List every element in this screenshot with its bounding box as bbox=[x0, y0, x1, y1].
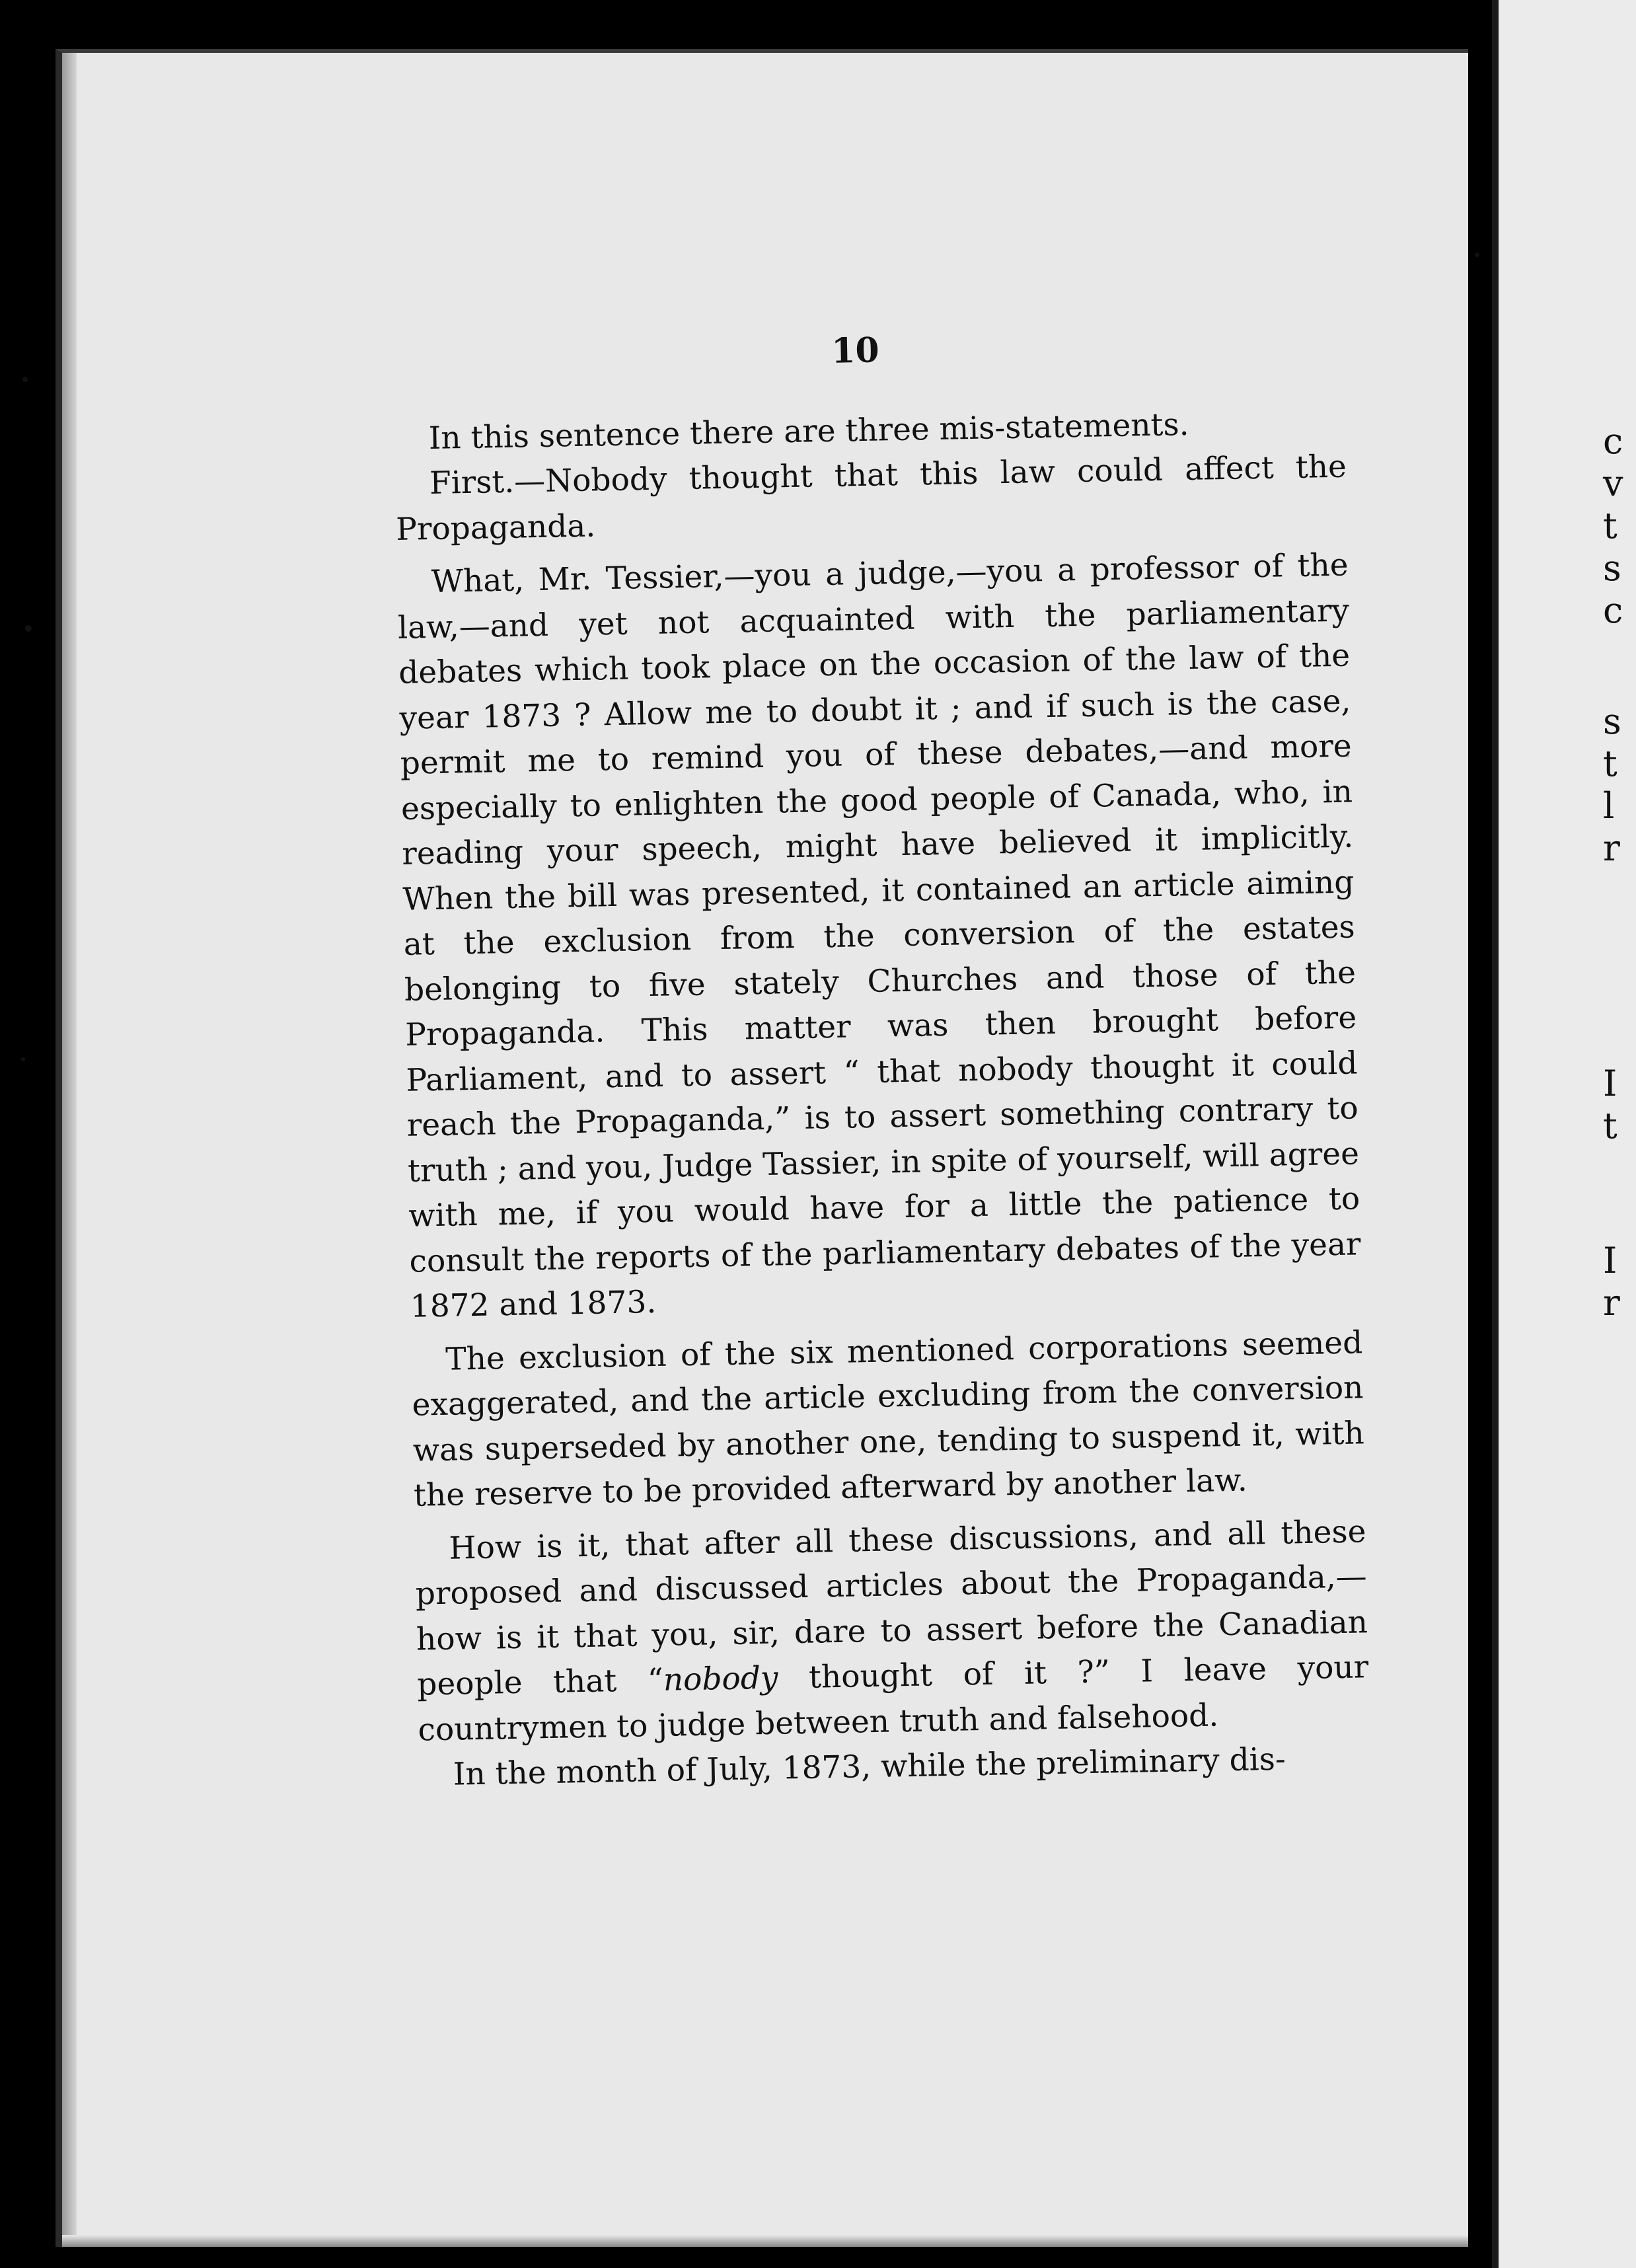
paragraph: In this sentence there are three mis-statements. bbox=[428, 406, 1189, 457]
facing-letter: I bbox=[1603, 1063, 1617, 1104]
facing-letter: t bbox=[1603, 505, 1617, 547]
paragraph: What, Mr. Tessier,—you a judge,—you a professor of the law,—and yet not acquainted with the parliamentary debates which took place on the occasion of the law of the year 1873 ? Allow me to doubt it ; and if such is the case, permit me to remind you of these debates,—and more especially to enlighten the good people of Canada, who, in reading your speech, might have believed it implicitly. When the bill was presented, it contained an article aiming at the exclusion from the conversion of the estates belonging to five stately Churches and those of the Propaganda. This matter was then brought before Parliament, and to assert “ that nobody thought it could reach the Propaganda,” is to assert something contrary to truth ; and you, Judge Tassier, in spite of yourself, will agree with me, if you would have for a little the patience to consult the reports of the parliamentary debates of the year 1872 and 1873. bbox=[397, 547, 1361, 1325]
facing-page-edge bbox=[1492, 0, 1636, 2268]
speck bbox=[25, 625, 32, 632]
facing-letter: r bbox=[1603, 827, 1620, 869]
facing-letter: t bbox=[1603, 743, 1617, 784]
facing-letter: I bbox=[1603, 1240, 1617, 1281]
speck bbox=[22, 377, 28, 382]
facing-letter: s bbox=[1603, 547, 1621, 589]
page-gutter-shadow bbox=[62, 53, 77, 2247]
paragraph: In the month of July, 1873, while the preliminary dis- bbox=[453, 1741, 1286, 1793]
paragraph-text: thought of it ?” I leave your countrymen to judge between truth and falsehood. bbox=[418, 1649, 1369, 1749]
speck bbox=[21, 1057, 25, 1061]
facing-letter: s bbox=[1603, 700, 1621, 742]
facing-letter: t bbox=[1603, 1105, 1617, 1147]
facing-letter: v bbox=[1603, 463, 1623, 504]
emphasis-text: nobody bbox=[663, 1659, 778, 1698]
facing-page-text-fragments bbox=[1598, 0, 1636, 2268]
speck bbox=[1475, 252, 1479, 257]
page-number: 10 bbox=[831, 330, 880, 371]
paragraph: First.—Nobody thought that this law could affect the Propaganda. bbox=[395, 448, 1347, 548]
facing-letter: r bbox=[1603, 1282, 1620, 1324]
facing-letter: c bbox=[1603, 420, 1623, 462]
paragraph bbox=[414, 1509, 1370, 1753]
page-text bbox=[392, 320, 1370, 1799]
paragraph-text: How is it, that after all these discussions, and all these proposed and discussed articles about the Propaganda,—how is it that you, sir, dare to assert before the Canadian people that “ bbox=[415, 1513, 1368, 1703]
paragraph: The exclusion of the six mentioned corporations seemed exaggerated, and the article excluding from the conversion was superseded by another one, tending to suspend it, with the reserve to be provided afterward by another law. bbox=[412, 1324, 1365, 1514]
facing-letter: l bbox=[1603, 785, 1615, 827]
page-bottom-shadow bbox=[62, 2235, 1468, 2247]
facing-letter: c bbox=[1603, 589, 1623, 631]
